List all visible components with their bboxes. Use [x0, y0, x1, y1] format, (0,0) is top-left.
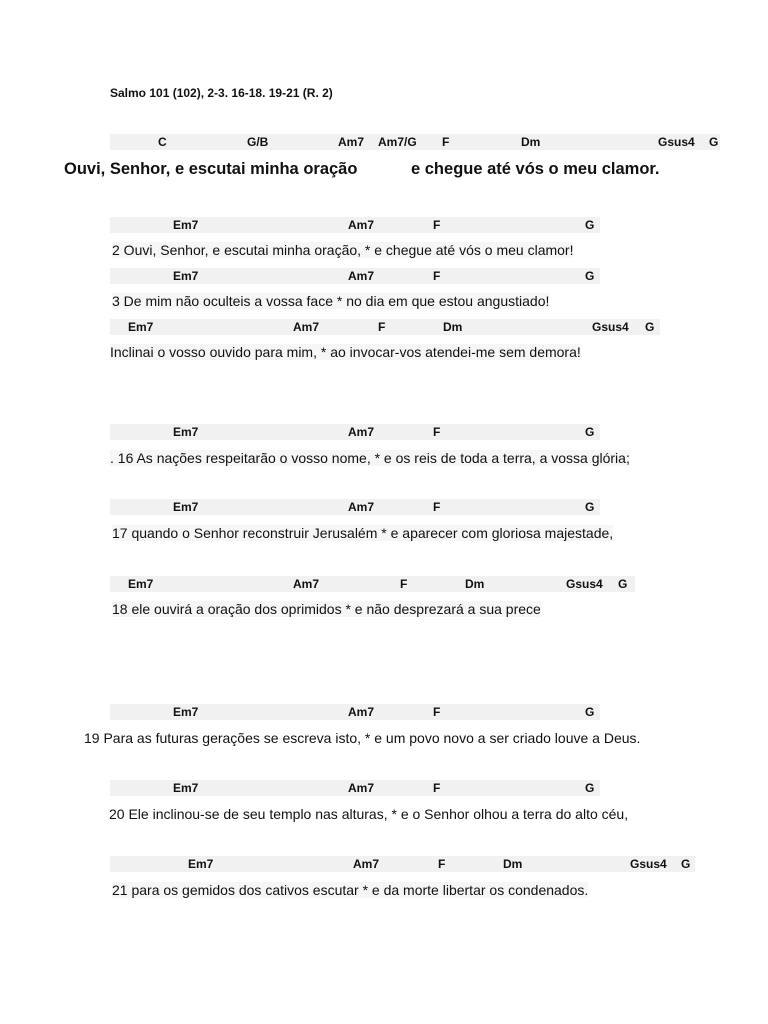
chord: F [433, 218, 441, 232]
lyric-line: Inclinai o vosso ouvido para mim, * ao invocar-vos atendei-me sem demora! [110, 344, 581, 360]
chord: F [438, 857, 446, 871]
chord: Dm [443, 320, 463, 334]
chord: Gsus4 [630, 857, 667, 871]
chord: G [585, 425, 595, 439]
chord: Gsus4 [566, 577, 603, 591]
chord: C [158, 135, 167, 149]
lyric-line: 21 para os gemidos dos cativos escutar * e da morte libertar os condenados. [112, 882, 589, 898]
refrain-text-b: e chegue até vós o meu clamor. [411, 160, 660, 178]
chord: Em7 [173, 705, 199, 719]
chord: G [585, 218, 595, 232]
chord: Am7 [348, 705, 375, 719]
chord: G/B [247, 135, 269, 149]
chord: G [585, 781, 595, 795]
refrain-text-a: Ouvi, Senhor, e escutai minha oração [64, 160, 358, 178]
chord-bar [110, 780, 600, 796]
chord: Am7 [293, 577, 320, 591]
lyric-line: 18 ele ouvirá a oração dos oprimidos * e não desprezará a sua prece [112, 601, 541, 617]
chord-bar [110, 576, 635, 592]
chord: G [681, 857, 691, 871]
chord: Am7 [348, 500, 375, 514]
chord: F [433, 705, 441, 719]
chord-bar [110, 217, 600, 233]
chord-bar [110, 704, 600, 720]
chord: Em7 [173, 425, 199, 439]
chord: G [645, 320, 655, 334]
chord: Dm [521, 135, 541, 149]
chord-bar [110, 499, 600, 515]
chord: Am7/G [378, 135, 417, 149]
chord: Am7 [338, 135, 365, 149]
chord: F [442, 135, 450, 149]
page-title: Salmo 101 (102), 2-3. 16-18. 19-21 (R. 2) [110, 86, 333, 100]
lyric-line: . 16 As nações respeitarão o vosso nome, * e os reis de toda a terra, a vossa glória; [110, 450, 630, 466]
chord-bar [110, 319, 660, 335]
chord: G [585, 500, 595, 514]
chord: Em7 [128, 320, 154, 334]
chord: Em7 [173, 500, 199, 514]
chord: Em7 [173, 781, 199, 795]
lyric-line: 19 Para as futuras gerações se escreva isto, * e um povo novo a ser criado louve a Deus. [84, 730, 641, 746]
chord: Em7 [173, 218, 199, 232]
chord: G [585, 269, 595, 283]
lyric-line: 17 quando o Senhor reconstruir Jerusalém * e aparecer com gloriosa majestade, [112, 525, 614, 541]
refrain-chord-bar [110, 134, 720, 150]
chord: F [433, 269, 441, 283]
chord-bar [110, 424, 600, 440]
chord: F [378, 320, 386, 334]
chord: Am7 [348, 781, 375, 795]
chord-bar [110, 856, 695, 872]
chord: Am7 [348, 218, 375, 232]
chord: Am7 [348, 269, 375, 283]
lyric-line: 20 Ele inclinou-se de seu templo nas alturas, * e o Senhor olhou a terra do alto céu, [109, 806, 629, 822]
chord: Em7 [128, 577, 154, 591]
lyric-line: 2 Ouvi, Senhor, e escutai minha oração, * e chegue até vós o meu clamor! [112, 242, 574, 258]
chord: Dm [503, 857, 523, 871]
chord: G [709, 135, 719, 149]
chord: G [618, 577, 628, 591]
chord: F [433, 500, 441, 514]
chord: Am7 [293, 320, 320, 334]
chord: Dm [465, 577, 485, 591]
chord: G [585, 705, 595, 719]
chord: Em7 [173, 269, 199, 283]
chord: Am7 [353, 857, 380, 871]
chord: Gsus4 [658, 135, 695, 149]
lyric-line: 3 De mim não oculteis a vossa face * no dia em que estou angustiado! [112, 293, 550, 309]
chord: Em7 [188, 857, 214, 871]
chord: Gsus4 [592, 320, 629, 334]
chord-bar [110, 268, 600, 284]
chord: F [433, 425, 441, 439]
chord: F [400, 577, 408, 591]
chord: Am7 [348, 425, 375, 439]
chord: F [433, 781, 441, 795]
